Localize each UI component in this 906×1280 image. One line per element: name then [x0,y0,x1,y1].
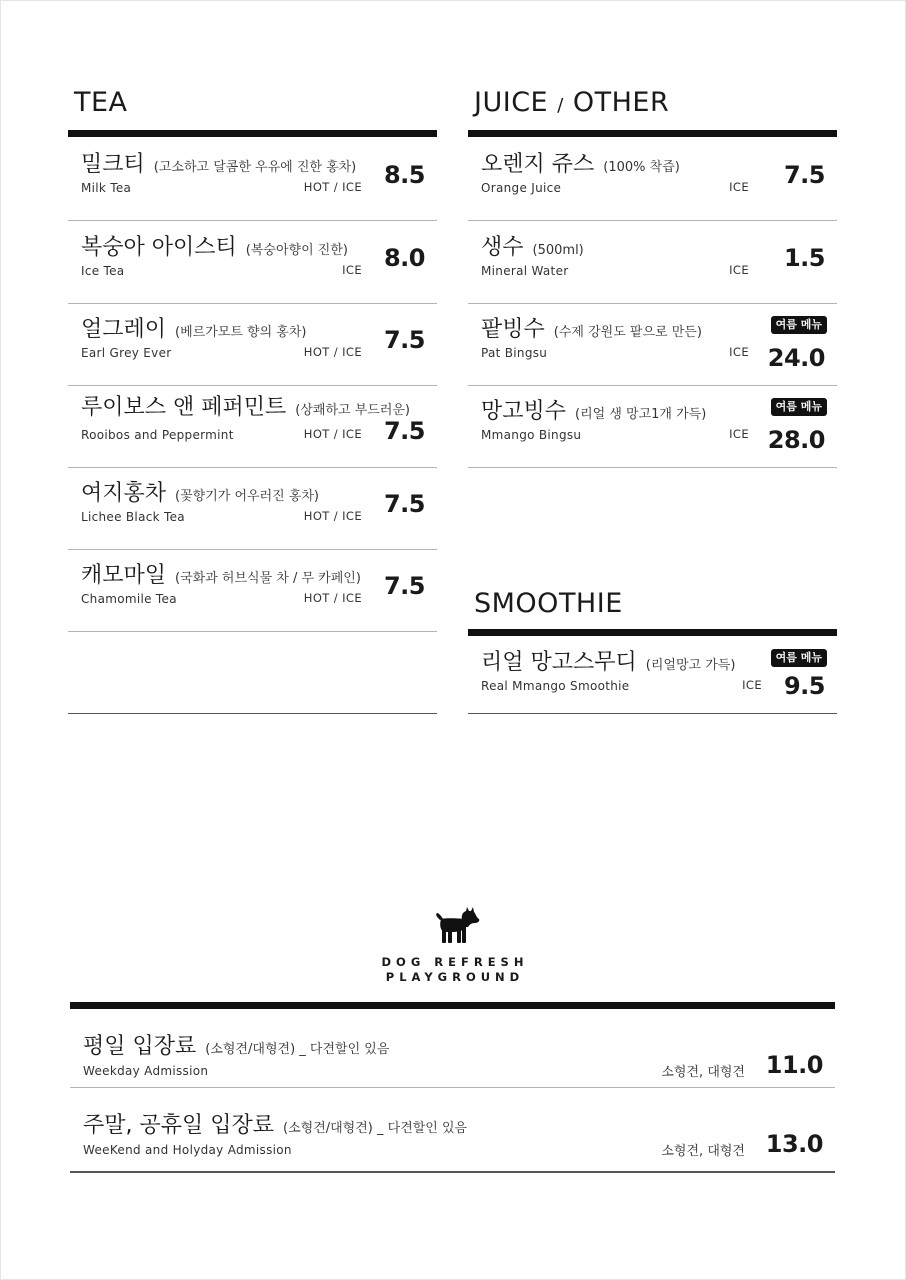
item-name-en: Milk Tea [81,181,132,195]
menu-item [468,303,837,386]
admission-rule [70,1002,835,1009]
dog-refresh-logo [350,906,560,986]
item-temp: ICE [729,345,749,359]
item-temp: ICE [729,427,749,441]
juice-title-sep: / [557,95,564,116]
item-name: 루이보스 앤 페퍼민트 [81,395,287,420]
tea-bottom-line [68,713,437,714]
logo-line-2: PLAYGROUND [385,970,525,984]
menu-item [68,549,437,632]
item-desc: (고소하고 달콤한 우유에 진한 홍차) [153,160,357,175]
juice-section [468,86,837,476]
item-name: 복숭아 아이스티 [81,235,237,260]
item-name-ko [481,397,706,430]
item-name-en: Rooibos and Peppermint [81,428,234,442]
item-temp: ICE [729,263,749,277]
item-price: 9.5 [783,672,825,700]
menu-item [68,221,437,304]
juice-title-a: JUICE [474,87,549,118]
admission-price: 11.0 [765,1051,823,1079]
summer-menu-badge: 여름 메뉴 [771,398,827,416]
item-name-en: Orange Juice [481,181,562,195]
item-price: 7.5 [383,417,425,445]
item-name-ko [81,315,306,348]
admission-desc: (소형견/대형견) _ 다견할인 있음 [283,1121,468,1136]
item-price: 7.5 [383,572,425,600]
item-price: 8.5 [383,161,425,189]
menu-item [68,467,437,550]
item-name-ko [481,150,680,183]
item-price: 7.5 [783,161,825,189]
item-desc: (베르가모트 향의 홍차) [175,325,307,340]
item-desc: (리얼 생 망고1개 가득) [575,407,707,422]
item-name-en: Mineral Water [481,264,569,278]
item-temp: HOT / ICE [303,591,362,605]
summer-menu-badge: 여름 메뉴 [771,649,827,667]
item-desc: (국화과 허브식물 차 / 무 카페인) [175,571,361,586]
item-temp: HOT / ICE [303,509,362,523]
item-name-ko [481,648,735,681]
item-desc: (꽃향기가 어우러진 홍차) [175,489,320,504]
tea-title: TEA [74,87,128,118]
item-name-ko [481,315,702,348]
item-name: 망고빙수 [481,399,567,424]
admission-dog-size: 소형견, 대형견 [661,1144,745,1159]
item-price: 28.0 [767,426,825,454]
admission-name: 평일 입장료 [83,1034,197,1059]
admission-price: 13.0 [765,1130,823,1158]
item-name: 캐모마일 [81,563,167,588]
dog-icon [430,906,482,944]
summer-menu-badge: 여름 메뉴 [771,316,827,334]
admission-dog-size: 소형견, 대형견 [661,1065,745,1080]
item-temp: HOT / ICE [303,345,362,359]
admission-name-ko [83,1032,389,1065]
item-name-en: Lichee Black Tea [81,510,185,524]
item-name: 팥빙수 [481,317,545,342]
menu-item [68,303,437,386]
smoothie-rule [468,629,837,636]
item-price: 24.0 [767,344,825,372]
item-temp: ICE [742,678,762,692]
logo-line-1: DOG REFRESH [381,955,529,969]
item-desc: (500ml) [532,243,584,258]
juice-title-b: OTHER [572,87,670,118]
juice-rule [468,130,837,137]
item-name-en: Mmango Bingsu [481,428,582,442]
item-name: 오렌지 쥬스 [481,152,595,177]
tea-section [68,86,437,716]
item-name: 리얼 망고스무디 [481,650,637,675]
item-name: 생수 [481,235,524,260]
item-name-ko [81,561,361,594]
item-desc: (수제 강원도 팥으로 만든) [553,325,702,340]
admission-name-en: WeeKend and Holyday Admission [83,1143,292,1157]
item-price: 8.0 [383,244,425,272]
item-name-en: Pat Bingsu [481,346,548,360]
item-price: 7.5 [383,490,425,518]
admission-name: 주말, 공휴일 입장료 [83,1113,274,1138]
item-temp: HOT / ICE [303,427,362,441]
menu-item [468,636,837,714]
admission-name-ko [83,1111,467,1144]
item-temp: ICE [342,263,362,277]
item-temp: ICE [729,180,749,194]
menu-item [68,385,437,468]
admission-desc: (소형견/대형견) _ 다견할인 있음 [205,1042,390,1057]
item-desc: (100% 착즙) [603,160,680,175]
item-temp: HOT / ICE [303,180,362,194]
smoothie-title: SMOOTHIE [474,588,623,619]
admission-row [70,1009,835,1088]
menu-item [468,138,837,221]
item-name: 얼그레이 [81,317,167,342]
tea-rule [68,130,437,137]
item-name-en: Real Mmango Smoothie [481,679,630,693]
item-desc: (복숭아향이 진한) [245,243,348,258]
admission-row [70,1088,835,1173]
item-name-en: Earl Grey Ever [81,346,172,360]
smoothie-section [468,587,837,717]
item-desc: (리얼망고 가득) [645,658,736,673]
menu-item [468,221,837,304]
item-desc: (상쾌하고 부드러운) [295,403,411,418]
item-name: 밀크티 [81,152,145,177]
item-name-ko [81,233,348,266]
menu-item [468,385,837,468]
item-name-ko [81,479,319,512]
juice-title [474,86,669,123]
menu-item [68,138,437,221]
item-name-ko [81,150,356,183]
item-name-ko [81,393,410,426]
item-price: 1.5 [783,244,825,272]
item-name-en: Chamomile Tea [81,592,177,606]
item-name-en: Ice Tea [81,264,125,278]
item-name: 여지홍차 [81,481,167,506]
item-price: 7.5 [383,326,425,354]
item-name-ko [481,233,584,266]
admission-name-en: Weekday Admission [83,1064,209,1078]
